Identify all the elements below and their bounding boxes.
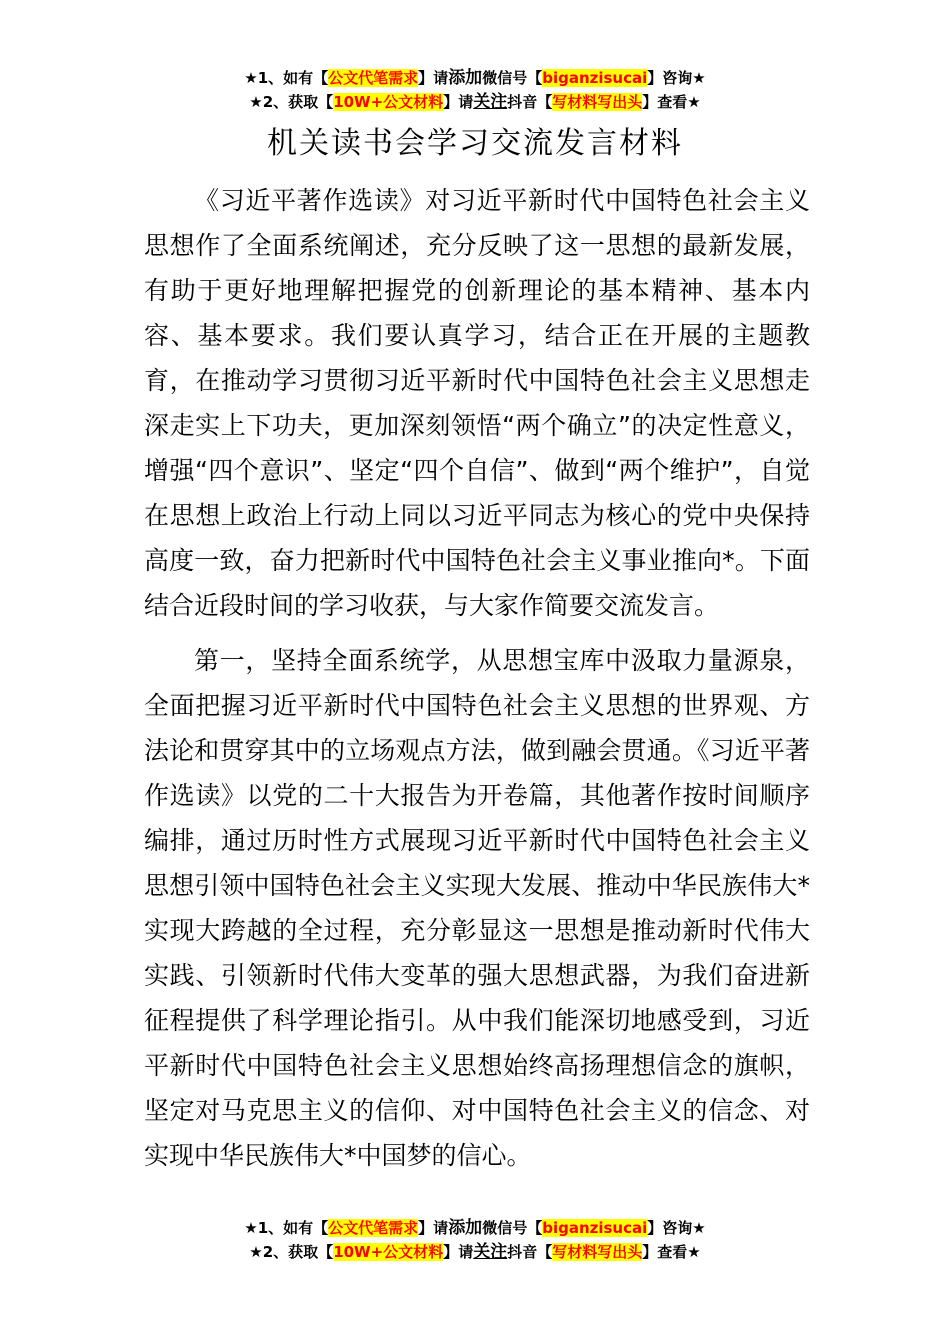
paragraph-first-point: 第一，坚持全面系统学，从思想宝库中汲取力量源泉，全面把握习近平新时代中国特色社会主义思想的世界观、方法论和贯穿其中的立场观点方法，做到融会贯通。《习近平著作选读》以党的二十大报告为开卷篇，其他著作按时间顺序编排，通过历时性方式展现习近平新时代中国特色社会主义思想引领中国特色社会主义实现大发展、推动中华民族伟大*实现大跨越的全过程，充分彰显这一思想是推动新时代伟大实践、引领新时代伟大变革的强大思想武器，为我们奋进新征程提供了科学理论指引。从中我们能深切地感受到，习近平新时代中国特色社会主义思想始终高扬理想信念的旗帜，坚定对马克思主义的信仰、对中国特色社会主义的信念、对实现中华民族伟大*中国梦的信心。: [144, 646, 810, 1170]
footer-line2-prefix: ★2、获取【: [249, 1243, 334, 1261]
banner-line2-suffix: 】查看★: [642, 93, 701, 111]
banner-line1-mid2: 微信号【: [482, 69, 543, 87]
document-title: 机关读书会学习交流发言材料: [267, 126, 683, 161]
footer-line1-prefix: ★1、如有【: [244, 1219, 329, 1237]
banner-line-2: [0, 90, 950, 114]
banner-line2-highlight-materials: 10W+公文材料: [333, 93, 444, 111]
banner-line1-highlight-service: 公文代笔需求: [328, 69, 419, 87]
footer-line2-emphasis: 关注: [473, 1242, 508, 1262]
banner-line2-mid1: 】请: [443, 93, 474, 111]
footer-line1-highlight-wechat: biganzisucai: [542, 1219, 648, 1237]
banner-line2-highlight-douyin: 写材料写出头: [552, 93, 643, 111]
footer-banner: [0, 1216, 950, 1264]
banner-line2-mid2: 抖音【: [507, 93, 553, 111]
paragraph-intro: 《习近平著作选读》对习近平新时代中国特色社会主义思想作了全面系统阐述，充分反映了这一思想的最新发展，有助于更好地理解把握党的创新理论的基本精神、基本内容、基本要求。我们要认真学习，结合正在开展的主题教育，在推动学习贯彻习近平新时代中国特色社会主义思想走深走实上下功夫，更加深刻领悟“两个确立”的决定性意义，增强“四个意识”、坚定“四个自信”、做到“两个维护”，自觉在思想上政治上行动上同以习近平同志为核心的党中央保持高度一致，奋力把新时代中国特色社会主义事业推向*。下面结合近段时间的学习收获，与大家作简要交流发言。: [144, 186, 810, 620]
footer-line2-highlight-douyin: 写材料写出头: [552, 1243, 643, 1261]
banner-line1-highlight-wechat: biganzisucai: [542, 69, 648, 87]
banner-line2-emphasis: 关注: [473, 92, 508, 112]
banner-line1-suffix: 】咨询★: [647, 69, 706, 87]
footer-banner-line-1: [0, 1216, 950, 1240]
footer-line1-highlight-service: 公文代笔需求: [328, 1219, 419, 1237]
footer-line1-emphasis: 添加: [448, 1218, 483, 1238]
header-banner: [0, 66, 950, 114]
banner-line1-prefix: ★1、如有【: [244, 69, 329, 87]
banner-line-1: [0, 66, 950, 90]
footer-line1-suffix: 】咨询★: [647, 1219, 706, 1237]
footer-line2-suffix: 】查看★: [642, 1243, 701, 1261]
footer-line2-mid2: 抖音【: [507, 1243, 553, 1261]
footer-line1-mid1: 】请: [418, 1219, 449, 1237]
banner-line2-prefix: ★2、获取【: [249, 93, 334, 111]
document-body: [144, 178, 810, 1178]
footer-line2-mid1: 】请: [443, 1243, 474, 1261]
footer-line2-highlight-materials: 10W+公文材料: [333, 1243, 444, 1261]
footer-banner-line-2: [0, 1240, 950, 1264]
banner-line1-emphasis: 添加: [448, 68, 483, 88]
banner-line1-mid1: 】请: [418, 69, 449, 87]
footer-line1-mid2: 微信号【: [482, 1219, 543, 1237]
